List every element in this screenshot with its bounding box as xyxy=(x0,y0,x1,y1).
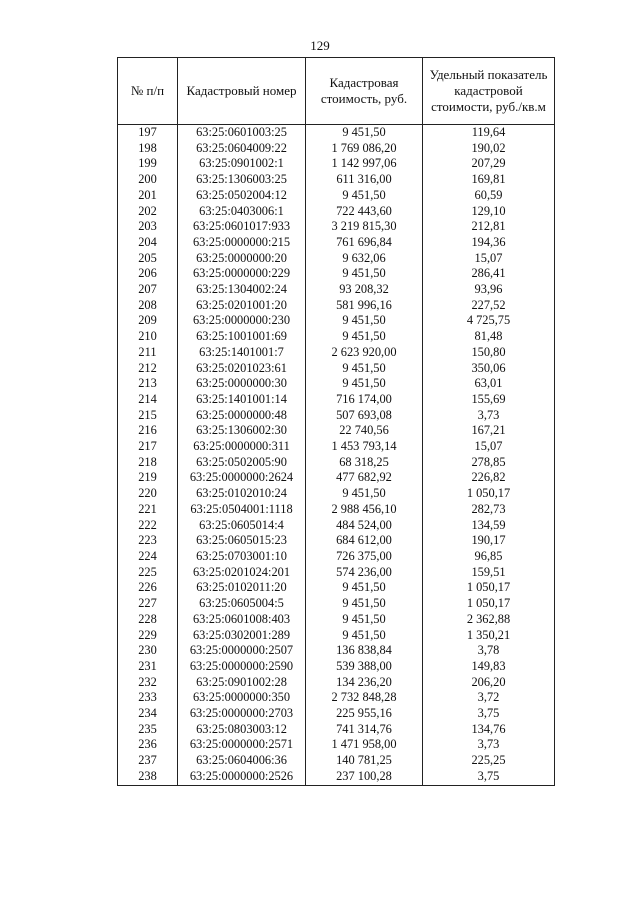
cadastral-value: 22 740,56 xyxy=(306,423,423,439)
row-num: 223 xyxy=(118,533,178,549)
table-row xyxy=(118,612,555,628)
row-num: 207 xyxy=(118,282,178,298)
cadastral-number: 63:25:0601017:933 xyxy=(178,219,306,235)
specific-indicator: 206,20 xyxy=(423,675,555,691)
row-num: 214 xyxy=(118,392,178,408)
table-header-row xyxy=(118,58,555,125)
table-row xyxy=(118,156,555,172)
specific-indicator: 282,73 xyxy=(423,502,555,518)
row-num: 222 xyxy=(118,518,178,534)
table-row xyxy=(118,204,555,220)
cadastral-value: 684 612,00 xyxy=(306,533,423,549)
row-num: 233 xyxy=(118,690,178,706)
cadastral-number: 63:25:0000000:2590 xyxy=(178,659,306,675)
specific-indicator: 4 725,75 xyxy=(423,313,555,329)
table-row xyxy=(118,628,555,644)
cadastral-value: 68 318,25 xyxy=(306,455,423,471)
cadastral-number: 63:25:0302001:289 xyxy=(178,628,306,644)
row-num: 234 xyxy=(118,706,178,722)
specific-indicator: 3,73 xyxy=(423,737,555,753)
cadastral-value: 9 451,50 xyxy=(306,376,423,392)
cadastral-value: 140 781,25 xyxy=(306,753,423,769)
cadastral-number: 63:25:0000000:2624 xyxy=(178,470,306,486)
row-num: 225 xyxy=(118,565,178,581)
cadastral-value: 225 955,16 xyxy=(306,706,423,722)
cadastral-number: 63:25:0605014:4 xyxy=(178,518,306,534)
specific-indicator: 134,59 xyxy=(423,518,555,534)
table-row xyxy=(118,361,555,377)
row-num: 198 xyxy=(118,141,178,157)
table-row xyxy=(118,753,555,769)
table-row xyxy=(118,282,555,298)
row-num: 205 xyxy=(118,251,178,267)
cadastral-number: 63:25:0403006:1 xyxy=(178,204,306,220)
specific-indicator: 194,36 xyxy=(423,235,555,251)
table-row xyxy=(118,565,555,581)
table-row xyxy=(118,188,555,204)
table-row xyxy=(118,141,555,157)
specific-indicator: 1 050,17 xyxy=(423,580,555,596)
cadastral-value: 9 451,50 xyxy=(306,266,423,282)
cadastral-number: 63:25:1401001:14 xyxy=(178,392,306,408)
cadastral-value: 539 388,00 xyxy=(306,659,423,675)
table-row xyxy=(118,313,555,329)
specific-indicator: 3,72 xyxy=(423,690,555,706)
table-row xyxy=(118,518,555,534)
table-row xyxy=(118,486,555,502)
cadastral-value: 9 451,50 xyxy=(306,596,423,612)
cadastral-value: 484 524,00 xyxy=(306,518,423,534)
row-num: 219 xyxy=(118,470,178,486)
cadastral-table xyxy=(117,57,555,786)
table-row xyxy=(118,408,555,424)
cadastral-number: 63:25:0000000:2507 xyxy=(178,643,306,659)
cadastral-value: 722 443,60 xyxy=(306,204,423,220)
row-num: 217 xyxy=(118,439,178,455)
row-num: 200 xyxy=(118,172,178,188)
specific-indicator: 96,85 xyxy=(423,549,555,565)
cadastral-number: 63:25:1304002:24 xyxy=(178,282,306,298)
row-num: 236 xyxy=(118,737,178,753)
cadastral-number: 63:25:0000000:350 xyxy=(178,690,306,706)
table-row xyxy=(118,251,555,267)
row-num: 211 xyxy=(118,345,178,361)
table-row xyxy=(118,502,555,518)
specific-indicator: 169,81 xyxy=(423,172,555,188)
cadastral-number: 63:25:1001001:69 xyxy=(178,329,306,345)
specific-indicator: 212,81 xyxy=(423,219,555,235)
cadastral-value: 9 451,50 xyxy=(306,188,423,204)
row-num: 224 xyxy=(118,549,178,565)
specific-indicator: 15,07 xyxy=(423,439,555,455)
row-num: 202 xyxy=(118,204,178,220)
cadastral-value: 237 100,28 xyxy=(306,769,423,785)
table-row xyxy=(118,737,555,753)
table-row xyxy=(118,769,555,785)
cadastral-number: 63:25:0605004:5 xyxy=(178,596,306,612)
specific-indicator: 225,25 xyxy=(423,753,555,769)
specific-indicator: 278,85 xyxy=(423,455,555,471)
cadastral-value: 2 732 848,28 xyxy=(306,690,423,706)
row-num: 238 xyxy=(118,769,178,785)
table-row xyxy=(118,235,555,251)
specific-indicator: 286,41 xyxy=(423,266,555,282)
cadastral-number: 63:25:0000000:2703 xyxy=(178,706,306,722)
specific-indicator: 150,80 xyxy=(423,345,555,361)
specific-indicator: 167,21 xyxy=(423,423,555,439)
row-num: 237 xyxy=(118,753,178,769)
row-num: 226 xyxy=(118,580,178,596)
cadastral-value: 611 316,00 xyxy=(306,172,423,188)
row-num: 208 xyxy=(118,298,178,314)
row-num: 227 xyxy=(118,596,178,612)
row-num: 228 xyxy=(118,612,178,628)
row-num: 206 xyxy=(118,266,178,282)
row-num: 201 xyxy=(118,188,178,204)
cadastral-value: 9 451,50 xyxy=(306,313,423,329)
cadastral-number: 63:25:0000000:2526 xyxy=(178,769,306,785)
cadastral-number: 63:25:0000000:2571 xyxy=(178,737,306,753)
cadastral-number: 63:25:1401001:7 xyxy=(178,345,306,361)
table-row xyxy=(118,690,555,706)
specific-indicator: 63,01 xyxy=(423,376,555,392)
specific-indicator: 159,51 xyxy=(423,565,555,581)
cadastral-number: 63:25:0803003:12 xyxy=(178,722,306,738)
row-num: 216 xyxy=(118,423,178,439)
cadastral-value: 581 996,16 xyxy=(306,298,423,314)
specific-indicator: 1 050,17 xyxy=(423,486,555,502)
table-row xyxy=(118,423,555,439)
cadastral-number: 63:25:0201023:61 xyxy=(178,361,306,377)
cadastral-number: 63:25:1306003:25 xyxy=(178,172,306,188)
cadastral-value: 716 174,00 xyxy=(306,392,423,408)
cadastral-value: 9 451,50 xyxy=(306,580,423,596)
table-row xyxy=(118,455,555,471)
cadastral-number: 63:25:0102011:20 xyxy=(178,580,306,596)
row-num: 213 xyxy=(118,376,178,392)
specific-indicator: 350,06 xyxy=(423,361,555,377)
row-num: 204 xyxy=(118,235,178,251)
specific-indicator: 3,73 xyxy=(423,408,555,424)
cadastral-value: 477 682,92 xyxy=(306,470,423,486)
row-num: 209 xyxy=(118,313,178,329)
cadastral-number: 63:25:0901002:28 xyxy=(178,675,306,691)
cadastral-number: 63:25:0601008:403 xyxy=(178,612,306,628)
row-num: 218 xyxy=(118,455,178,471)
header-cadastral-number: Кадастровый номер xyxy=(178,58,306,125)
table-row xyxy=(118,376,555,392)
cadastral-value: 9 451,50 xyxy=(306,486,423,502)
cadastral-value: 9 451,50 xyxy=(306,125,423,141)
row-num: 212 xyxy=(118,361,178,377)
cadastral-number: 63:25:0102010:24 xyxy=(178,486,306,502)
cadastral-number: 63:25:0000000:215 xyxy=(178,235,306,251)
cadastral-value: 93 208,32 xyxy=(306,282,423,298)
table-body xyxy=(118,125,555,786)
specific-indicator: 129,10 xyxy=(423,204,555,220)
cadastral-value: 574 236,00 xyxy=(306,565,423,581)
table-row xyxy=(118,125,555,141)
table-row xyxy=(118,439,555,455)
cadastral-number: 63:25:0605015:23 xyxy=(178,533,306,549)
cadastral-number: 63:25:0604009:22 xyxy=(178,141,306,157)
cadastral-number: 63:25:0000000:311 xyxy=(178,439,306,455)
specific-indicator: 155,69 xyxy=(423,392,555,408)
cadastral-number: 63:25:0502004:12 xyxy=(178,188,306,204)
header-specific-indicator: Удельный показатель кадастровой стоимости, руб./кв.м xyxy=(423,58,555,125)
cadastral-value: 1 142 997,06 xyxy=(306,156,423,172)
cadastral-value: 2 988 456,10 xyxy=(306,502,423,518)
row-num: 203 xyxy=(118,219,178,235)
cadastral-number: 63:25:0604006:36 xyxy=(178,753,306,769)
cadastral-value: 134 236,20 xyxy=(306,675,423,691)
specific-indicator: 119,64 xyxy=(423,125,555,141)
table-row xyxy=(118,533,555,549)
row-num: 210 xyxy=(118,329,178,345)
row-num: 235 xyxy=(118,722,178,738)
table-row xyxy=(118,549,555,565)
table-row xyxy=(118,345,555,361)
header-num: № п/п xyxy=(118,58,178,125)
cadastral-number: 63:25:0201024:201 xyxy=(178,565,306,581)
row-num: 199 xyxy=(118,156,178,172)
table-row xyxy=(118,172,555,188)
specific-indicator: 207,29 xyxy=(423,156,555,172)
table-row xyxy=(118,329,555,345)
table-row xyxy=(118,675,555,691)
cadastral-value: 9 451,50 xyxy=(306,612,423,628)
specific-indicator: 3,75 xyxy=(423,769,555,785)
specific-indicator: 93,96 xyxy=(423,282,555,298)
row-num: 221 xyxy=(118,502,178,518)
row-num: 229 xyxy=(118,628,178,644)
table-row xyxy=(118,392,555,408)
cadastral-value: 9 632,06 xyxy=(306,251,423,267)
row-num: 231 xyxy=(118,659,178,675)
page-number: 129 xyxy=(310,38,330,53)
specific-indicator: 3,75 xyxy=(423,706,555,722)
cadastral-number: 63:25:0901002:1 xyxy=(178,156,306,172)
cadastral-value: 1 769 086,20 xyxy=(306,141,423,157)
specific-indicator: 227,52 xyxy=(423,298,555,314)
specific-indicator: 1 050,17 xyxy=(423,596,555,612)
table-row xyxy=(118,580,555,596)
specific-indicator: 190,02 xyxy=(423,141,555,157)
cadastral-value: 726 375,00 xyxy=(306,549,423,565)
cadastral-value: 741 314,76 xyxy=(306,722,423,738)
cadastral-value: 1 453 793,14 xyxy=(306,439,423,455)
cadastral-number: 63:25:0601003:25 xyxy=(178,125,306,141)
specific-indicator: 149,83 xyxy=(423,659,555,675)
cadastral-number: 63:25:0504001:1118 xyxy=(178,502,306,518)
specific-indicator: 15,07 xyxy=(423,251,555,267)
specific-indicator: 2 362,88 xyxy=(423,612,555,628)
cadastral-value: 507 693,08 xyxy=(306,408,423,424)
specific-indicator: 134,76 xyxy=(423,722,555,738)
specific-indicator: 81,48 xyxy=(423,329,555,345)
cadastral-value: 9 451,50 xyxy=(306,628,423,644)
cadastral-number: 63:25:0703001:10 xyxy=(178,549,306,565)
table-row xyxy=(118,659,555,675)
row-num: 230 xyxy=(118,643,178,659)
cadastral-number: 63:25:0000000:48 xyxy=(178,408,306,424)
cadastral-value: 2 623 920,00 xyxy=(306,345,423,361)
cadastral-value: 761 696,84 xyxy=(306,235,423,251)
cadastral-number: 63:25:0201001:20 xyxy=(178,298,306,314)
cadastral-number: 63:25:0502005:90 xyxy=(178,455,306,471)
row-num: 197 xyxy=(118,125,178,141)
table-row xyxy=(118,643,555,659)
cadastral-value: 136 838,84 xyxy=(306,643,423,659)
specific-indicator: 3,78 xyxy=(423,643,555,659)
header-cadastral-value: Кадастровая стоимость, руб. xyxy=(306,58,423,125)
table-row xyxy=(118,722,555,738)
cadastral-value: 1 471 958,00 xyxy=(306,737,423,753)
cadastral-number: 63:25:0000000:230 xyxy=(178,313,306,329)
specific-indicator: 60,59 xyxy=(423,188,555,204)
cadastral-value: 9 451,50 xyxy=(306,329,423,345)
cadastral-number: 63:25:0000000:20 xyxy=(178,251,306,267)
specific-indicator: 226,82 xyxy=(423,470,555,486)
table-row xyxy=(118,298,555,314)
cadastral-number: 63:25:1306002:30 xyxy=(178,423,306,439)
table-row xyxy=(118,470,555,486)
cadastral-number: 63:25:0000000:229 xyxy=(178,266,306,282)
row-num: 220 xyxy=(118,486,178,502)
table-row xyxy=(118,596,555,612)
table-row xyxy=(118,706,555,722)
cadastral-value: 9 451,50 xyxy=(306,361,423,377)
specific-indicator: 1 350,21 xyxy=(423,628,555,644)
cadastral-value: 3 219 815,30 xyxy=(306,219,423,235)
cadastral-number: 63:25:0000000:30 xyxy=(178,376,306,392)
row-num: 215 xyxy=(118,408,178,424)
specific-indicator: 190,17 xyxy=(423,533,555,549)
table-row xyxy=(118,266,555,282)
row-num: 232 xyxy=(118,675,178,691)
table-row xyxy=(118,219,555,235)
